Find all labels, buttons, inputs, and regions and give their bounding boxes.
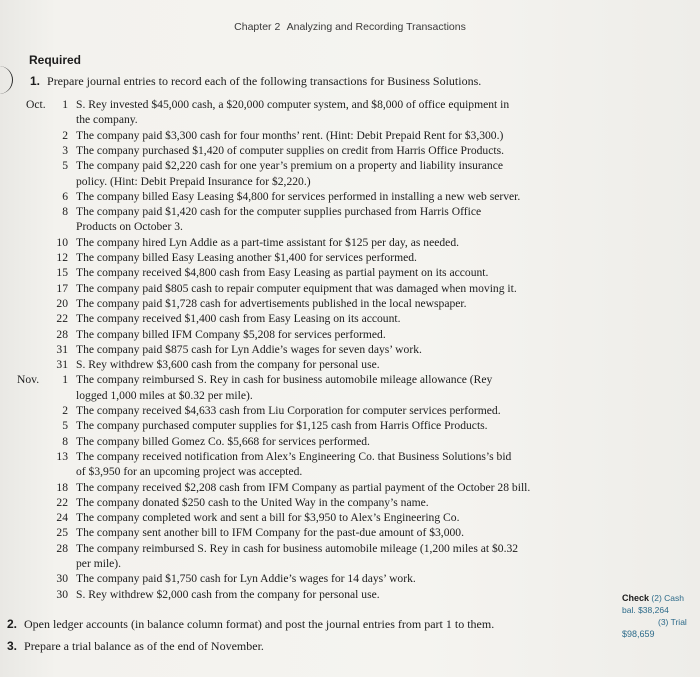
transaction-line — [0, 541, 700, 556]
question-number: 1. — [30, 74, 41, 88]
chapter-number: Chapter 2 — [234, 21, 281, 33]
transaction-day: 5 — [62, 419, 68, 433]
transaction-text: per mile). — [76, 557, 122, 570]
transaction-day: 12 — [56, 251, 68, 264]
transaction-day: 18 — [56, 480, 68, 494]
transaction-text: The company completed work and sent a bill for $3,950 to Alex’s Engineering Co. — [76, 511, 460, 525]
transaction-text: The company donated $250 cash to the United Way in the company’s name. — [76, 495, 429, 509]
transaction-day: 30 — [56, 572, 68, 586]
transaction-day: 20 — [56, 296, 68, 310]
transaction-text: The company received notification from Alex’s Engineering Co. that Business Solutions’s bid — [76, 449, 512, 463]
transaction-day: 6 — [62, 189, 68, 203]
transaction-line — [0, 434, 700, 449]
transaction-day: 22 — [56, 495, 68, 509]
transaction-text: The company received $4,633 cash from Liu Corporation for computer services performed. — [76, 404, 501, 417]
transaction-line — [0, 311, 700, 326]
transaction-line — [0, 296, 700, 311]
transaction-day: 25 — [56, 526, 68, 540]
transaction-line — [0, 158, 700, 173]
transaction-text: logged 1,000 miles at $0.32 per mile). — [76, 388, 253, 402]
transaction-line — [0, 112, 700, 127]
question-1 — [30, 74, 481, 89]
transaction-line — [0, 327, 700, 342]
question-number: 2. — [7, 617, 18, 631]
transaction-line — [0, 357, 700, 372]
transaction-day: 31 — [56, 342, 68, 356]
question-number: 3. — [7, 639, 18, 653]
transaction-line — [0, 128, 700, 143]
transaction-line — [0, 525, 700, 540]
required-heading: Required — [29, 53, 82, 67]
transaction-day: 2 — [62, 404, 68, 417]
check-line-1 — [622, 592, 684, 604]
transaction-line — [0, 464, 700, 479]
transaction-text: The company billed Easy Leasing $4,800 for services performed in installing a new web server. — [76, 189, 521, 203]
transaction-text: The company received $4,800 cash from Easy Leasing as partial payment on its account. — [76, 266, 489, 280]
transaction-day: 13 — [56, 449, 68, 463]
transaction-day: 28 — [56, 327, 68, 341]
transaction-text: S. Rey withdrew $3,600 cash from the company for personal use. — [76, 358, 380, 372]
transaction-line — [0, 388, 700, 403]
transaction-text: The company received $1,400 cash from Easy Leasing on its account. — [76, 312, 401, 326]
transaction-day: 2 — [62, 128, 68, 142]
transaction-line — [0, 510, 700, 525]
transaction-day: 3 — [62, 143, 68, 157]
transaction-line — [0, 403, 700, 418]
transaction-day: 28 — [56, 541, 68, 555]
transaction-line — [0, 480, 700, 495]
chapter-title: Analyzing and Recording Transactions — [286, 21, 466, 33]
question-3 — [7, 639, 264, 654]
transaction-text: The company paid $875 cash for Lyn Addie’s wages for seven days’ work. — [76, 342, 422, 356]
check-label: Check — [622, 593, 650, 603]
transaction-line — [0, 174, 700, 189]
transaction-day: 31 — [56, 358, 68, 372]
transaction-day: 5 — [62, 159, 68, 173]
transaction-line — [0, 265, 700, 280]
transaction-line — [0, 342, 700, 357]
transaction-day: 17 — [56, 281, 68, 295]
transaction-text: The company paid $1,420 cash for the computer supplies purchased from Harris Office — [76, 205, 482, 219]
transaction-day: 1 — [62, 373, 68, 387]
transaction-line — [0, 587, 700, 602]
transaction-text: The company reimbursed S. Rey in cash for business automobile mileage (1,200 miles at $0.32 — [76, 541, 519, 555]
transaction-line — [0, 418, 700, 433]
transaction-text: The company paid $2,220 cash for one year’s premium on a property and liability insurance — [76, 159, 504, 173]
transaction-line — [0, 143, 700, 158]
page-header — [0, 21, 700, 33]
transaction-text: the company. — [76, 113, 138, 127]
transaction-text: of $3,950 for an upcoming project was accepted. — [76, 465, 303, 479]
transaction-month: Oct. — [26, 98, 46, 111]
transaction-text: The company purchased computer supplies for $1,125 cash from Harris Office Products. — [76, 419, 488, 433]
transaction-text: The company received $2,208 cash from IFM Company as partial payment of the October 28 bill. — [76, 480, 531, 494]
check-cash-balance: bal. $38,264 — [622, 605, 669, 615]
transaction-text: The company paid $805 cash to repair computer equipment that was damaged when moving it. — [76, 281, 517, 295]
transaction-day: 15 — [56, 266, 68, 280]
transaction-text: The company sent another bill to IFM Company for the past-due amount of $3,000. — [76, 526, 464, 540]
check-trial-total: $98,659 — [622, 629, 655, 639]
transaction-text: The company purchased $1,420 of computer supplies on credit from Harris Office Products. — [76, 143, 504, 157]
question-text: Open ledger accounts (in balance column format) and post the journal entries from part 1 to them. — [24, 617, 495, 631]
transaction-line — [0, 372, 700, 387]
transaction-text: policy. (Hint: Debit Prepaid Insurance for $2,220.) — [76, 174, 311, 188]
transaction-text: Products on October 3. — [76, 220, 183, 234]
question-2 — [7, 617, 494, 632]
transaction-text: The company paid $1,728 cash for advertisements published in the local newspaper. — [76, 296, 467, 310]
transaction-text: The company billed IFM Company $5,208 for services performed. — [76, 327, 386, 341]
transaction-line — [0, 250, 700, 265]
transaction-line — [0, 235, 700, 250]
transaction-line — [0, 449, 700, 464]
transaction-text: The company paid $3,300 cash for four months’ rent. (Hint: Debit Prepaid Rent for $3,300.) — [76, 128, 504, 142]
transaction-month: Nov. — [17, 373, 40, 387]
margin-bracket — [0, 66, 13, 94]
transaction-text: The company paid $1,750 cash for Lyn Addie’s wages for 14 days’ work. — [76, 572, 416, 586]
question-text: Prepare journal entries to record each of the following transactions for Business Solutions. — [47, 74, 482, 88]
transaction-day: 30 — [56, 587, 68, 601]
transaction-line — [0, 495, 700, 510]
transaction-line — [0, 571, 700, 586]
check-cash-ref: (2) Cash — [651, 593, 684, 603]
transaction-day: 1 — [62, 98, 68, 111]
transaction-line — [0, 219, 700, 234]
transaction-day: 8 — [62, 434, 68, 448]
transaction-day: 22 — [56, 312, 68, 326]
transaction-line — [0, 281, 700, 296]
check-trial-ref: (3) Trial — [658, 617, 687, 627]
transaction-day: 24 — [56, 511, 68, 525]
transaction-line — [0, 189, 700, 204]
transaction-text: S. Rey withdrew $2,000 cash from the company for personal use. — [76, 587, 380, 601]
transaction-text: The company hired Lyn Addie as a part-time assistant for $125 per day, as needed. — [76, 235, 460, 249]
transaction-day: 10 — [56, 235, 68, 249]
transaction-text: S. Rey invested $45,000 cash, a $20,000 computer system, and $8,000 of office equipment in — [76, 98, 510, 111]
transaction-line — [0, 97, 700, 112]
transaction-text: The company reimbursed S. Rey in cash for business automobile mileage allowance (Rey — [76, 373, 493, 387]
question-text: Prepare a trial balance as of the end of November. — [24, 639, 264, 653]
transaction-day: 8 — [62, 205, 68, 219]
transaction-line — [0, 556, 700, 571]
transaction-text: The company billed Gomez Co. $5,668 for services performed. — [76, 434, 370, 448]
transaction-line — [0, 204, 700, 219]
transaction-text: The company billed Easy Leasing another $1,400 for services performed. — [76, 251, 417, 264]
